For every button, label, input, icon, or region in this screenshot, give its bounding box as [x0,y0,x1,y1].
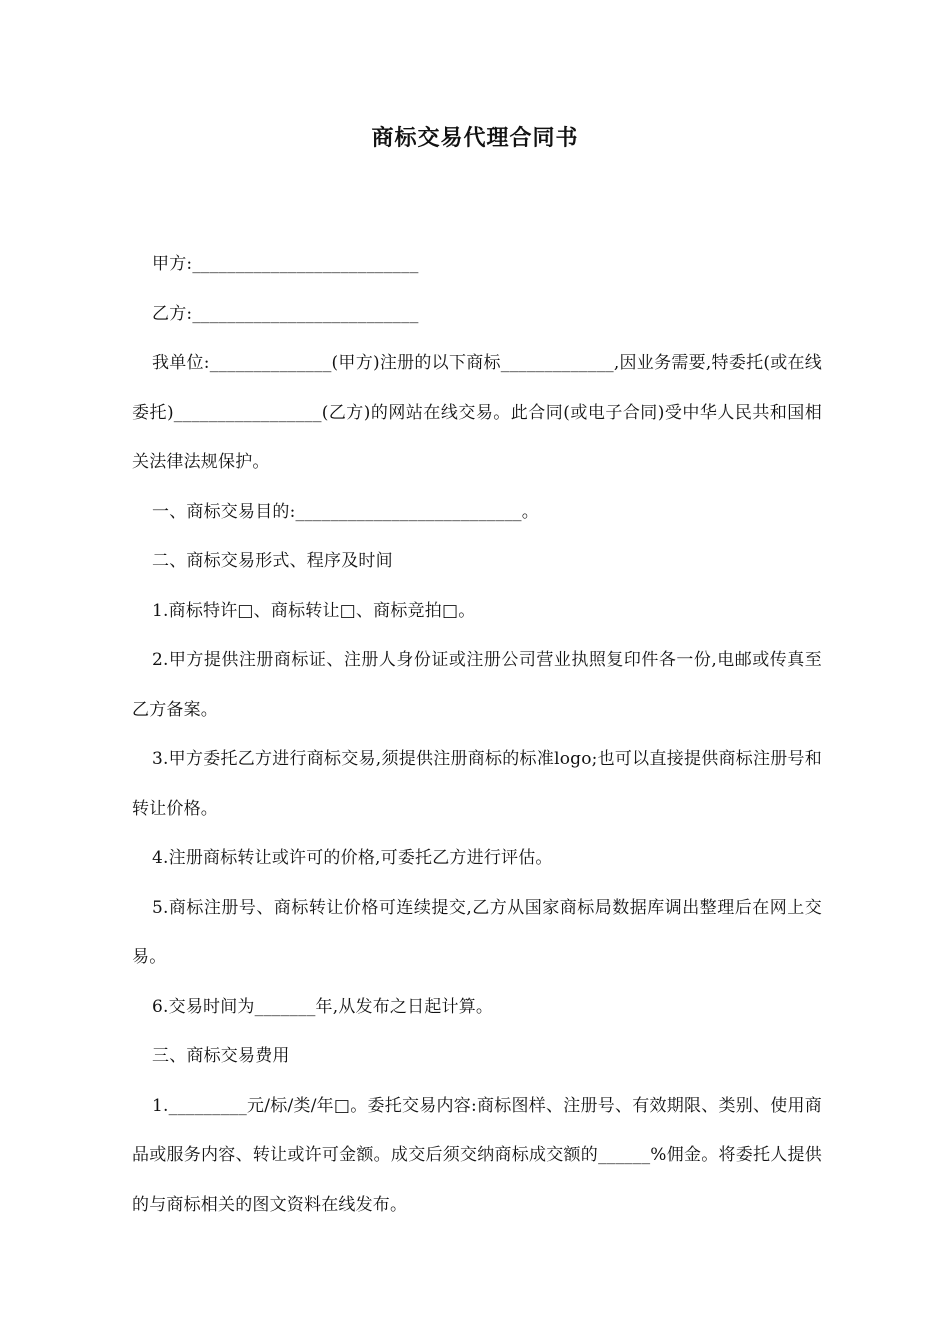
section-2-heading: 二、商标交易形式、程序及时间 [152,551,393,571]
party-a-line: 甲方:__________________________ [152,254,419,274]
preamble-paragraph: 我单位:______________(甲方)注册的以下商标_____________,因业务需要,特委托(或在线委托)_________________(乙方)的网站在线交易。此合同(或电子合同)受中华人民共和国相关法律法规保护。 [132,353,822,472]
clause-2-6: 6.交易时间为_______年,从发布之日起计算。 [152,996,494,1017]
clause-2-4: 4.注册商标转让或许可的价格,可委托乙方进行评估。 [152,848,553,868]
document-body [132,240,822,1230]
clause-2-2: 2.甲方提供注册商标证、注册人身份证或注册公司营业执照复印件各一份,电邮或传真至乙方备案。 [132,650,822,720]
clause-2-1: 1.商标特许□、商标转让□、商标竞拍□。 [152,600,476,621]
party-b-line: 乙方:__________________________ [152,303,419,324]
section-3-heading: 三、商标交易费用 [152,1046,290,1066]
section-1-purpose: 一、商标交易目的:__________________________。 [152,501,539,522]
document-title: 商标交易代理合同书 [371,126,579,151]
clause-3-1: 1._________元/标/类/年□。委托交易内容:商标图样、注册号、有效期限、类别、使用商品或服务内容、转让或许可金额。成交后须交纳商标成交额的______%佣金。将委托人提供的与商标相关的图文资料在线发布。 [132,1095,822,1215]
clause-2-5: 5.商标注册号、商标转让价格可连续提交,乙方从国家商标局数据库调出整理后在网上交易。 [132,897,822,967]
clause-2-3: 3.甲方委托乙方进行商标交易,须提供注册商标的标准logo;也可以直接提供商标注册号和转让价格。 [132,749,822,819]
